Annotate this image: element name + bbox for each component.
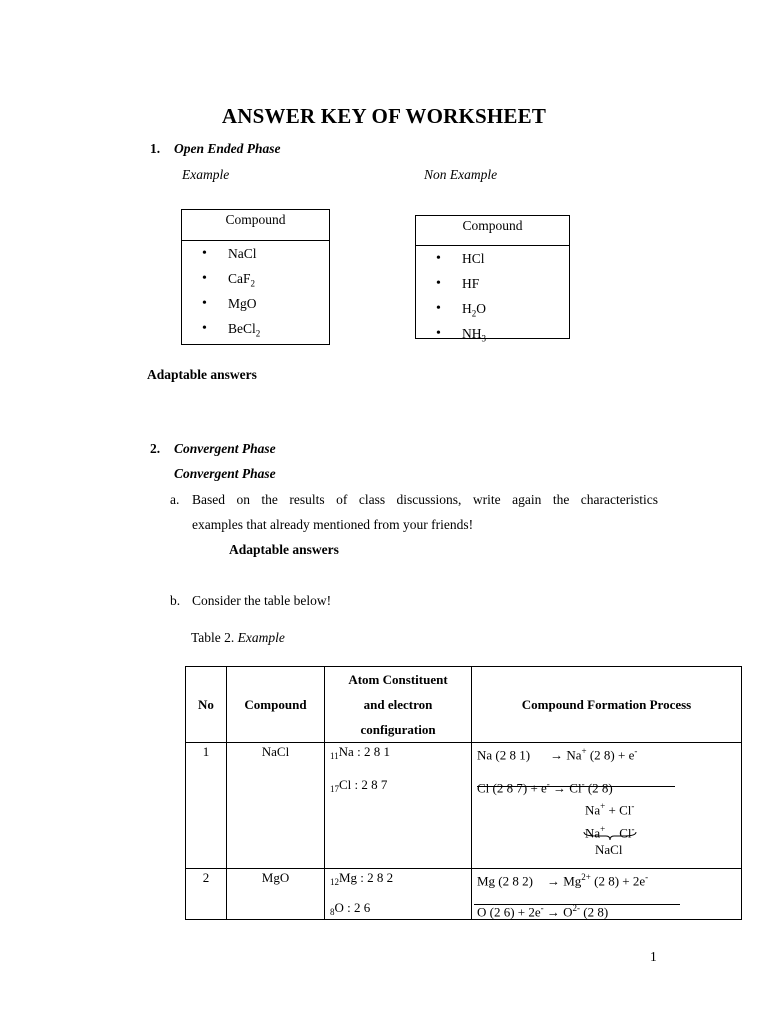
page-title: ANSWER KEY OF WORKSHEET: [221, 104, 547, 128]
cell-no: 2: [186, 869, 227, 920]
nonexample-label: Non Example: [424, 167, 498, 182]
formation-table: [185, 666, 742, 920]
list-item: • NaCl: [182, 241, 329, 266]
adaptable-answers-1: Adaptable answers: [147, 367, 257, 382]
section-number: 2.: [150, 441, 161, 456]
item-a-line-1: Based on the results of class discussions, write again the characteristics: [192, 492, 658, 507]
nonexample-list: [416, 246, 569, 346]
item-a-line-2: examples that already mentioned from your friends!: [192, 517, 474, 532]
right-arrow-icon: →: [550, 747, 564, 763]
list-item: • HCl: [416, 246, 569, 271]
section-2-heading: [150, 441, 276, 457]
right-arrow-icon: →: [546, 873, 560, 889]
box-header: Compound: [182, 210, 329, 241]
header-compound: Compound: [227, 667, 325, 743]
right-arrow-icon: →: [546, 904, 560, 920]
header-process: Compound Formation Process: [472, 667, 742, 743]
item-b-text: Consider the table below!: [192, 593, 332, 608]
example-compound-box: [181, 209, 330, 345]
example-list: [182, 241, 329, 341]
section-subheading: Convergent Phase: [174, 466, 276, 481]
cell-no: 1: [186, 743, 227, 869]
list-item: • BeCl$_2$: [182, 316, 329, 341]
example-label: Example: [182, 167, 230, 182]
section-title: Convergent Phase: [174, 441, 276, 456]
table-row: [186, 869, 742, 920]
cell-compound: NaCl: [227, 743, 325, 869]
list-item: • MgO: [182, 291, 329, 316]
page-number: 1: [650, 949, 657, 964]
list-item: • $NH_3$: [416, 321, 569, 346]
cell-configuration: $_{12}$Mg : 2 8 2 $_8$O : 2 6: [325, 869, 472, 920]
right-arrow-icon: →: [553, 780, 567, 796]
cell-configuration: $_{11}$Na : 2 8 1 $_{17}$Cl : 2 8 7: [325, 743, 472, 869]
item-a-label: a.: [170, 492, 180, 507]
table-caption: Table 2. Example: [191, 630, 285, 645]
item-b-label: b.: [170, 593, 181, 608]
box-header: Compound: [416, 216, 569, 246]
section-title: Open Ended Phase: [174, 141, 281, 156]
section-1-heading: [150, 141, 281, 157]
cell-process: Na (2 8 1) → Na+ (2 8) + e- Cl (2 8 7) + e- → Cl- (2 8) Na+ + Cl- Na+ Cl- NaCl: [472, 743, 742, 869]
underline: [474, 904, 680, 905]
list-item: • $H_2O$: [416, 296, 569, 321]
cell-process: Mg (2 8 $2) \to Mg^{2+}$ (2 8) + 2e- O (2 $6) + 2e^- \to O^{2-}$ (2 8): [472, 869, 742, 920]
table-row: [186, 743, 742, 869]
curly-brace-icon: [582, 831, 638, 841]
nonexample-compound-box: [415, 215, 570, 344]
header-no: No: [186, 667, 227, 743]
section-number: 1.: [150, 141, 161, 156]
adaptable-answers-2: Adaptable answers: [229, 542, 339, 557]
list-item: • CaF$_2$: [182, 266, 329, 291]
header-atom-configuration: Atom Constituent and electron configuration: [325, 667, 472, 743]
list-item: • HF: [416, 271, 569, 296]
cell-compound: MgO: [227, 869, 325, 920]
table-header-row: [186, 667, 742, 743]
underline: [477, 786, 675, 787]
